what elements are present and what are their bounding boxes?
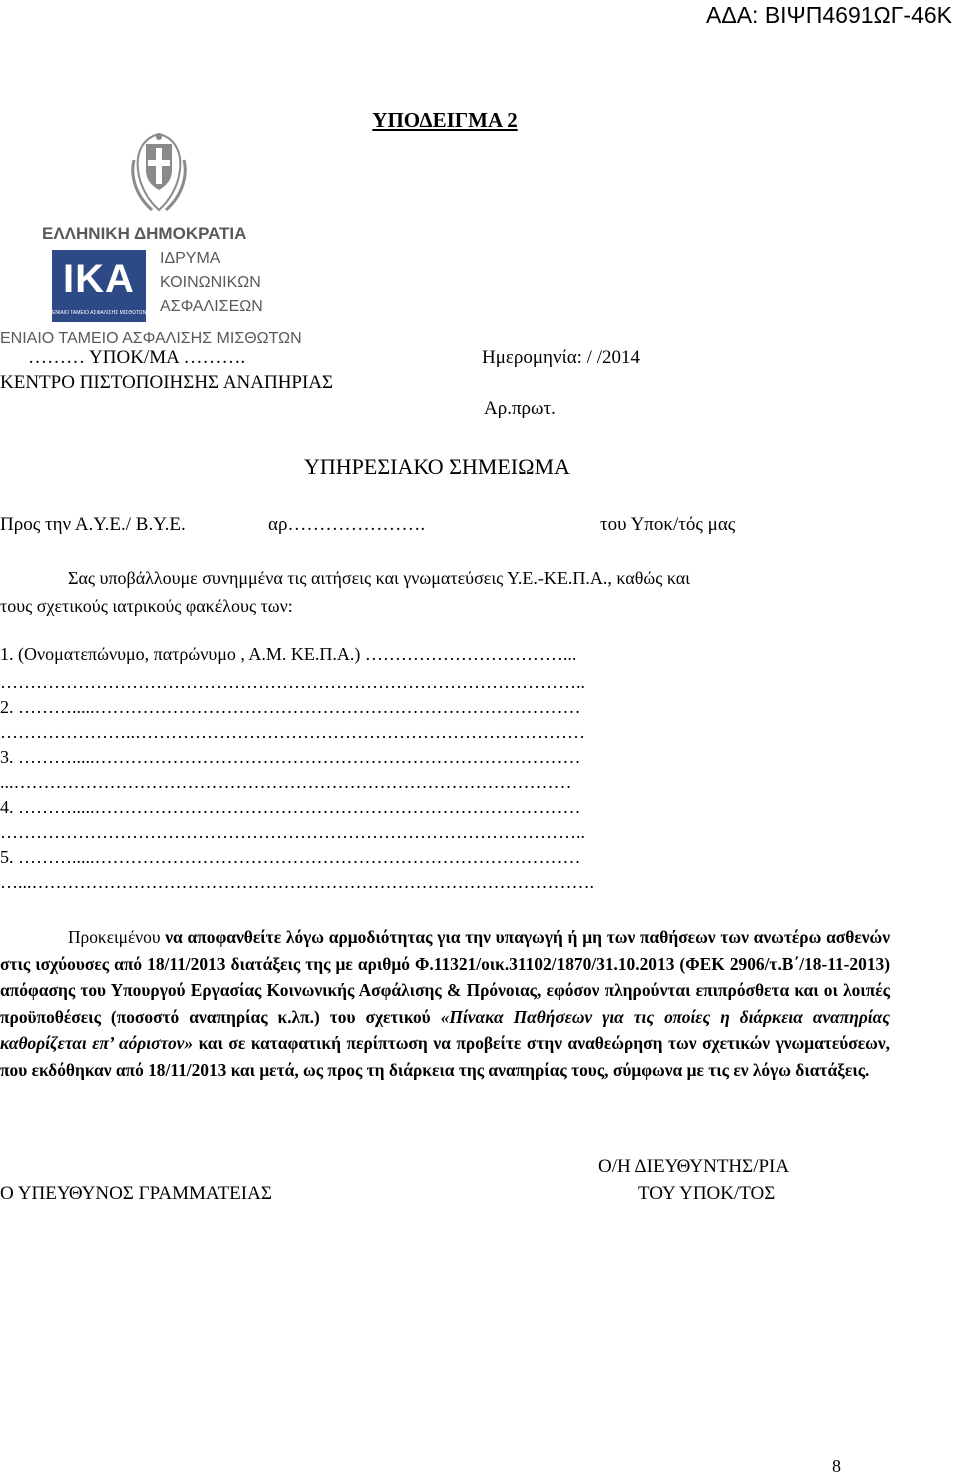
institute-line3: ΑΣΦΑΛΙΣΕΩΝ (160, 298, 263, 315)
paragraph-closing: και σε καταφατική περίπτωση να προβείτε στην αναθεώρηση των σχετικών γνωματεύσεων, που εκδόθηκαν από 18/11/2013 και μετά, ως προς τη διάρκεια της αναπηρίας τους, σύμφωνα με τις εν λόγω διατάξεις. (0, 1033, 890, 1080)
intro-line-1: Σας υποβάλλουμε συνημμένα τις αιτήσεις και γνωματεύσεις Υ.Ε.-ΚΕ.Π.Α., καθώς και (68, 568, 691, 588)
coat-of-arms-icon (128, 130, 190, 218)
recipient-label: Προς την Α.Υ.Ε./ Β.Υ.Ε. (0, 514, 186, 535)
secretary-signature: Ο ΥΠΕΥΘΥΝΟΣ ΓΡΑΜΜΑΤΕΙΑΣ (0, 1183, 272, 1204)
institute-line1: ΙΔΡΥΜΑ (160, 250, 221, 267)
list-item: 5. ……….....……………………………………………………………………… (0, 847, 581, 867)
list-item: …………………..………………………………………………………………… (0, 722, 585, 742)
list-item: ...………………………………………………………………………………… (0, 772, 572, 792)
intro-line-2: τους σχετικούς ιατρικούς φακέλους των: (0, 596, 293, 616)
director-signature-line2: ΤΟΥ ΥΠΟΚ/ΤΟΣ (638, 1183, 776, 1204)
paragraph-table-title: «Πίνακα Παθήσεων για τις οποίες η διάρκεια αναπηρίας καθορίζεται επ’ αόριστον» (0, 1006, 891, 1054)
protocol-number: Αρ.πρωτ. (484, 398, 556, 419)
reference-number: αρ…………………. (268, 514, 426, 535)
director-signature-line1: Ο/Η ΔΙΕΥΘΥΝΤΗΣ/ΡΙΑ (598, 1156, 790, 1177)
ada-code: ΑΔΑ: ΒΙΨΠ4691ΩΓ-46Κ (706, 2, 952, 28)
request-paragraph (0, 924, 890, 1084)
paragraph-lead: Προκειμένου (68, 927, 166, 947)
list-item: …………………………………………………………………………………….. (0, 672, 585, 692)
ika-logo-text: ΙΚΑ (63, 257, 135, 301)
branch-label: ……… ΥΠΟΚ/ΜΑ ………. (28, 347, 246, 368)
institute-line2: ΚΟΙΝΩΝΙΚΩΝ (160, 274, 261, 291)
list-item: …...…………………………………………………………………………………. (0, 872, 594, 892)
date-field: Ημερομηνία: / /2014 (482, 347, 640, 368)
ika-logo-caption: ΕΝΙΑΙΟ ΤΑΜΕΙΟ ΑΣΦΑΛΙΣΗΣ ΜΙΣΘΩΤΩΝ (52, 310, 146, 316)
memo-heading: ΥΠΗΡΕΣΙΑΚΟ ΣΗΜΕΙΩΜΑ (304, 454, 570, 479)
ika-logo (52, 250, 146, 322)
list-item: 1. (Ονοματεπώνυμο, πατρώνυμο , Α.Μ. ΚΕ.Π.Α.) ……………………………... (0, 644, 577, 664)
list-item: …………………………………………………………………………………….. (0, 822, 585, 842)
republic-label: ΕΛΛΗΝΙΚΗ ΔΗΜΟΚΡΑΤΙΑ (42, 224, 247, 243)
list-item: 4. ……….....……………………………………………………………………… (0, 797, 581, 817)
page-number: 8 (832, 1456, 841, 1476)
list-item: 2. ……….....……………………………………………………………………… (0, 697, 581, 717)
center-label: ΚΕΝΤΡΟ ΠΙΣΤΟΠΟΙΗΣΗΣ ΑΝΑΠΗΡΙΑΣ (0, 372, 334, 393)
reference-tail: του Υποκ/τός μας (600, 514, 736, 535)
document-title: ΥΠΟΔΕΙΓΜΑ 2 (372, 108, 518, 132)
paragraph-body: να αποφανθείτε λόγω αρμοδιότητας για την υπαγωγή ή μη των παθήσεων των ανωτέρω ασθενών στις ισχύουσες από 18/11/2013 διατάξεις της με αριθμό Φ.11321/οικ.31102/1870/31.10.2013 (ΦΕΚ 2906/τ.Β΄/18-11-2013) απόφασης του Υπουργού Εργασίας Κοινωνικής Ασφάλισης & Πρόνοιας, εφόσον πληρούνται επιπρόσθετα και οι λοιπές προϋποθέσεις (ποσοστό αναπηρίας κ.λπ.) του σχετικού (0, 927, 891, 1027)
fund-label: ΕΝΙΑΙΟ ΤΑΜΕΙΟ ΑΣΦΑΛΙΣΗΣ ΜΙΣΘΩΤΩΝ (0, 330, 302, 347)
list-item: 3. ……….....……………………………………………………………………… (0, 747, 581, 767)
